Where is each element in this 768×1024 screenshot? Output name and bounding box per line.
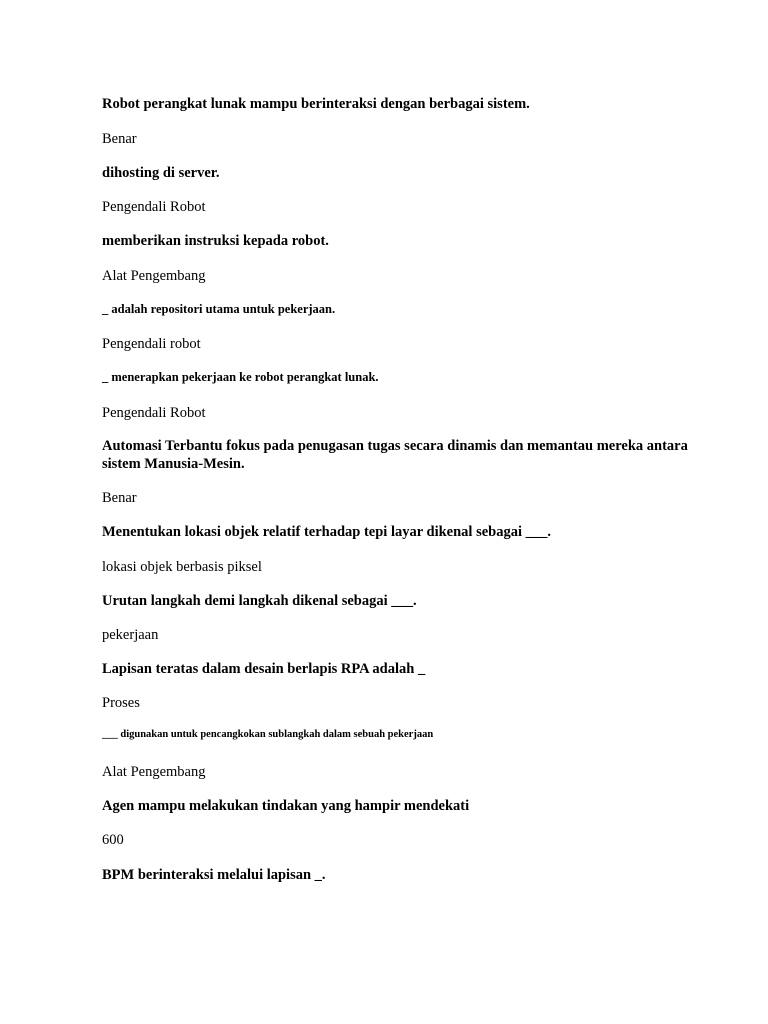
answer-4: Pengendali robot xyxy=(102,336,201,352)
question-10: ___ digunakan untuk pencangkokan sublangkah dalam sebuah pekerjaan xyxy=(102,729,434,740)
question-8: Urutan langkah demi langkah dikenal sebagai ___. xyxy=(102,593,417,609)
question-4: _ adalah repositori utama untuk pekerjaan. xyxy=(102,302,336,316)
answer-8: pekerjaan xyxy=(102,627,159,643)
question-3: memberikan instruksi kepada robot. xyxy=(102,233,329,249)
question-2: dihosting di server. xyxy=(102,165,220,181)
answer-3: Alat Pengembang xyxy=(102,268,206,284)
question-9: Lapisan teratas dalam desain berlapis RPA adalah _ xyxy=(102,661,426,677)
answer-5: Pengendali Robot xyxy=(102,405,206,421)
answer-9: Proses xyxy=(102,695,140,711)
answer-1: Benar xyxy=(102,131,137,147)
answer-7: lokasi objek berbasis piksel xyxy=(102,559,262,575)
answer-2: Pengendali Robot xyxy=(102,199,206,215)
question-6: Automasi Terbantu fokus pada penugasan tugas secara dinamis dan memantau mereka antara sistem Manusia-Mesin. xyxy=(102,438,688,472)
question-12: BPM berinteraksi melalui lapisan _. xyxy=(102,867,326,883)
question-5: _ menerapkan pekerjaan ke robot perangkat lunak. xyxy=(102,370,379,384)
question-11: Agen mampu melakukan tindakan yang hampir mendekati xyxy=(102,798,470,814)
answer-6: Benar xyxy=(102,490,137,506)
answer-10: Alat Pengembang xyxy=(102,764,206,780)
question-7: Menentukan lokasi objek relatif terhadap tepi layar dikenal sebagai ___. xyxy=(102,524,551,540)
question-1: Robot perangkat lunak mampu berinteraksi dengan berbagai sistem. xyxy=(102,96,530,112)
answer-11: 600 xyxy=(102,832,124,848)
